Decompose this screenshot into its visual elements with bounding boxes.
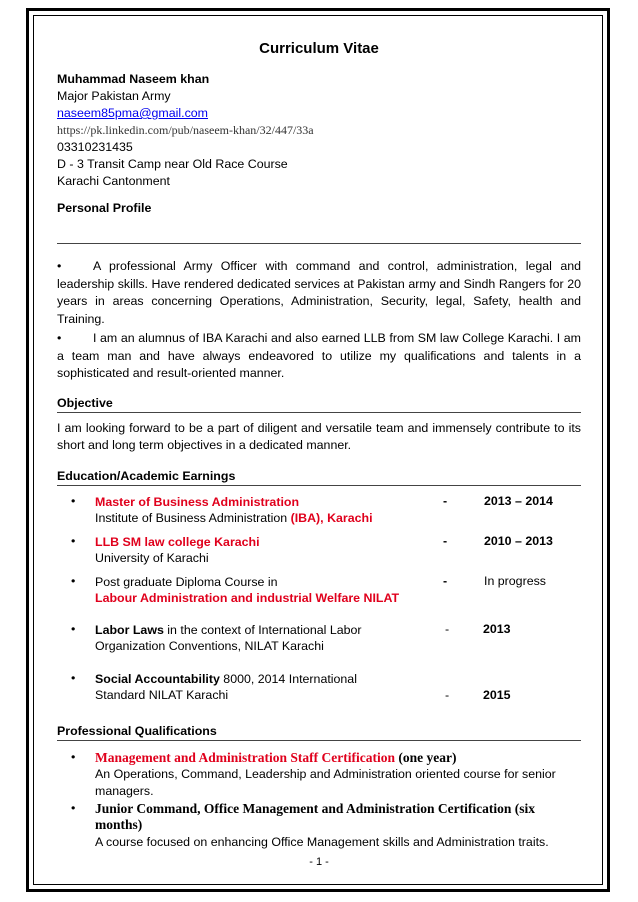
education-heading: Education/Academic Earnings: [57, 468, 581, 486]
list-item: Management and Administration Staff Certification (one year) An Operations, Command, Leadership and Administration oriented course for senior managers.: [95, 750, 581, 800]
objective-text: I am looking forward to be a part of diligent and versatile team and immensely contribute to its short and long term objectives in a dedicated manner.: [57, 420, 581, 452]
contact-block: [57, 71, 581, 190]
professional-heading: Professional Qualifications: [57, 723, 581, 741]
candidate-rank: Major Pakistan Army: [57, 89, 171, 103]
objective-heading: Objective: [57, 395, 581, 413]
list-item: [95, 801, 581, 851]
separator-dash: -: [443, 493, 448, 508]
personal-profile-heading: Personal Profile: [57, 201, 152, 215]
year-range: In progress: [484, 573, 546, 588]
professional-list: [57, 750, 581, 850]
bullet-icon: •: [57, 259, 62, 273]
section-divider: [57, 243, 581, 244]
qualification-description: An Operations, Command, Leadership and Administration oriented course for senior managers.: [95, 767, 556, 798]
institution: University of Karachi: [95, 551, 209, 565]
year-range: 2010 – 2013: [484, 533, 553, 548]
degree-title: Social Accountability: [95, 671, 220, 686]
year-range: 2015: [483, 687, 511, 702]
bullet-icon: •: [71, 573, 76, 588]
degree-title: Master of Business Administration: [95, 494, 300, 509]
page-number: - 1 -: [309, 856, 329, 868]
bullet-icon: •: [71, 749, 76, 764]
cv-content: [57, 40, 581, 850]
linkedin-link[interactable]: https://pk.linkedin.com/pub/naseem-khan/32/447/33a: [57, 123, 314, 137]
year-range: 2013: [483, 621, 511, 636]
bullet-icon: •: [71, 621, 76, 636]
separator-dash: -: [445, 687, 450, 702]
address-line-1: D - 3 Transit Camp near Old Race Course: [57, 157, 288, 171]
profile-item: • I am an alumnus of IBA Karachi and also earned LLB from SM law College Karachi. I am a team man and have always endeavored to utilize my qualifications and talents in a sophisticated and result-oriented manner.: [57, 331, 581, 380]
degree-subtitle: Standard NILAT Karachi: [95, 688, 229, 702]
bullet-icon: •: [71, 800, 76, 815]
page-title: Curriculum Vitae: [259, 40, 379, 57]
qualification-title: Management and Administration Staff Certification: [95, 749, 395, 765]
separator-dash: -: [443, 573, 448, 588]
address-line-2: Karachi Cantonment: [57, 174, 170, 188]
bullet-icon: •: [71, 533, 76, 548]
degree-subtitle: Organization Conventions, NILAT Karachi: [95, 639, 324, 653]
profile-item: • A professional Army Officer with command and control, administration, legal and leadership skills. Have rendered dedicated services at Pakistan army and Sindh Rangers for 20 years in areas concerning Operations, Administration, Security, legal, Safety, health and Training.: [57, 259, 581, 326]
degree-title: Post graduate Diploma Course in: [95, 574, 278, 589]
separator-dash: -: [445, 621, 450, 636]
degree-title: Labor Laws: [95, 622, 164, 637]
bullet-icon: •: [71, 670, 76, 685]
phone-number: 03310231435: [57, 140, 133, 154]
candidate-name: Muhammad Naseem khan: [57, 72, 210, 86]
bullet-icon: •: [71, 493, 76, 508]
degree-subtitle: Labour Administration and industrial Welfare NILAT: [95, 591, 400, 605]
qualification-description: A course focused on enhancing Office Management skills and Administration traits.: [95, 834, 549, 849]
bullet-icon: •: [57, 331, 62, 345]
institution: Institute of Business Administration (IBA), Karachi: [95, 511, 373, 525]
email-link[interactable]: naseem85pma@gmail.com: [57, 106, 209, 120]
year-range: 2013 – 2014: [484, 493, 553, 508]
separator-dash: -: [443, 533, 448, 548]
qualification-title: Junior Command, Office Management and Administration Certification (six months): [95, 800, 535, 832]
education-list: • Master of Business Administration Institute of Business Administration (IBA), Karachi - 2013 – 2014 • LLB SM law college Karachi University of Karachi - 2010 – 2013 • Post graduate Diploma Course in Labour Administration and industrial Welfare NILAT - In progress • Labor Laws in the context of International Labor Organization Conventions, NILAT Karachi - 2013 • Social Accountability 8000, 2014 International Standard NILAT Karachi - 2015: [71, 493, 553, 702]
degree-title: LLB SM law college Karachi: [95, 534, 260, 549]
